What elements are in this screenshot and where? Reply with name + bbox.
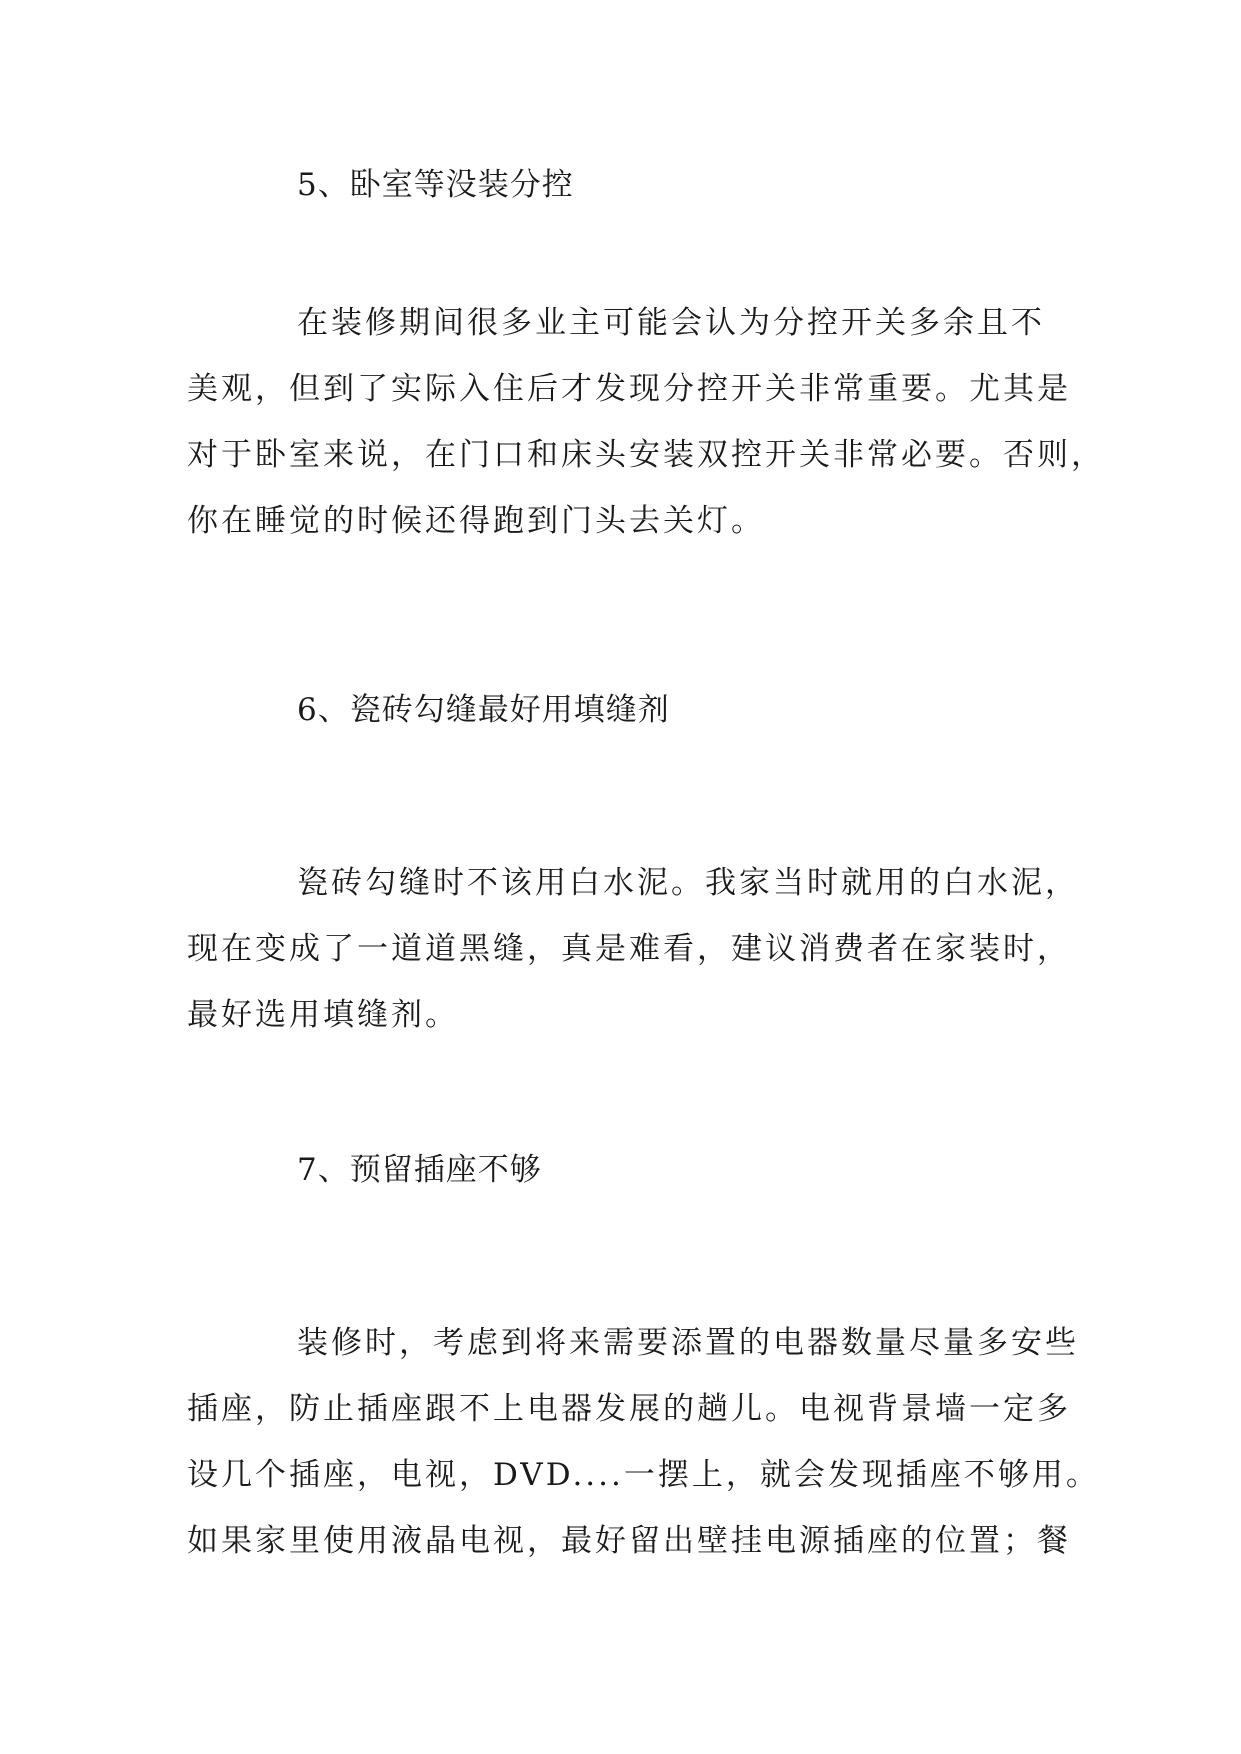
paragraph-line: 设几个插座，电视，DVD....一摆上，就会发现插座不够用。 — [187, 1457, 1100, 1493]
paragraph-line: 对于卧室来说，在门口和床头安装双控开关非常必要。否则， — [187, 437, 1105, 473]
section-heading: 7、预留插座不够 — [297, 1152, 542, 1188]
section-paragraph — [187, 850, 1079, 1048]
paragraph-line: 你在睡觉的时候还得跑到门头去关灯。 — [187, 503, 765, 539]
section-paragraph — [187, 290, 1105, 554]
paragraph-line: 现在变成了一道道黑缝，真是难看，建议消费者在家装时， — [187, 931, 1071, 967]
paragraph-line: 装修时，考虑到将来需要添置的电器数量尽量多安些 — [297, 1325, 1079, 1361]
paragraph-line: 插座，防止插座跟不上电器发展的趟儿。电视背景墙一定多 — [187, 1391, 1071, 1427]
section-heading: 5、卧室等没装分控 — [297, 167, 574, 203]
paragraph-line: 最好选用填缝剂。 — [187, 997, 459, 1033]
paragraph-line: 美观，但到了实际入住后才发现分控开关非常重要。尤其是 — [187, 371, 1071, 407]
section-paragraph — [187, 1310, 1100, 1574]
paragraph-line: 瓷砖勾缝时不该用白水泥。我家当时就用的白水泥， — [297, 865, 1079, 901]
paragraph-line: 在装修期间很多业主可能会认为分控开关多余且不 — [297, 305, 1045, 341]
paragraph-line: 如果家里使用液晶电视，最好留出壁挂电源插座的位置；餐 — [187, 1523, 1071, 1559]
section-heading: 6、瓷砖勾缝最好用填缝剂 — [297, 692, 670, 728]
